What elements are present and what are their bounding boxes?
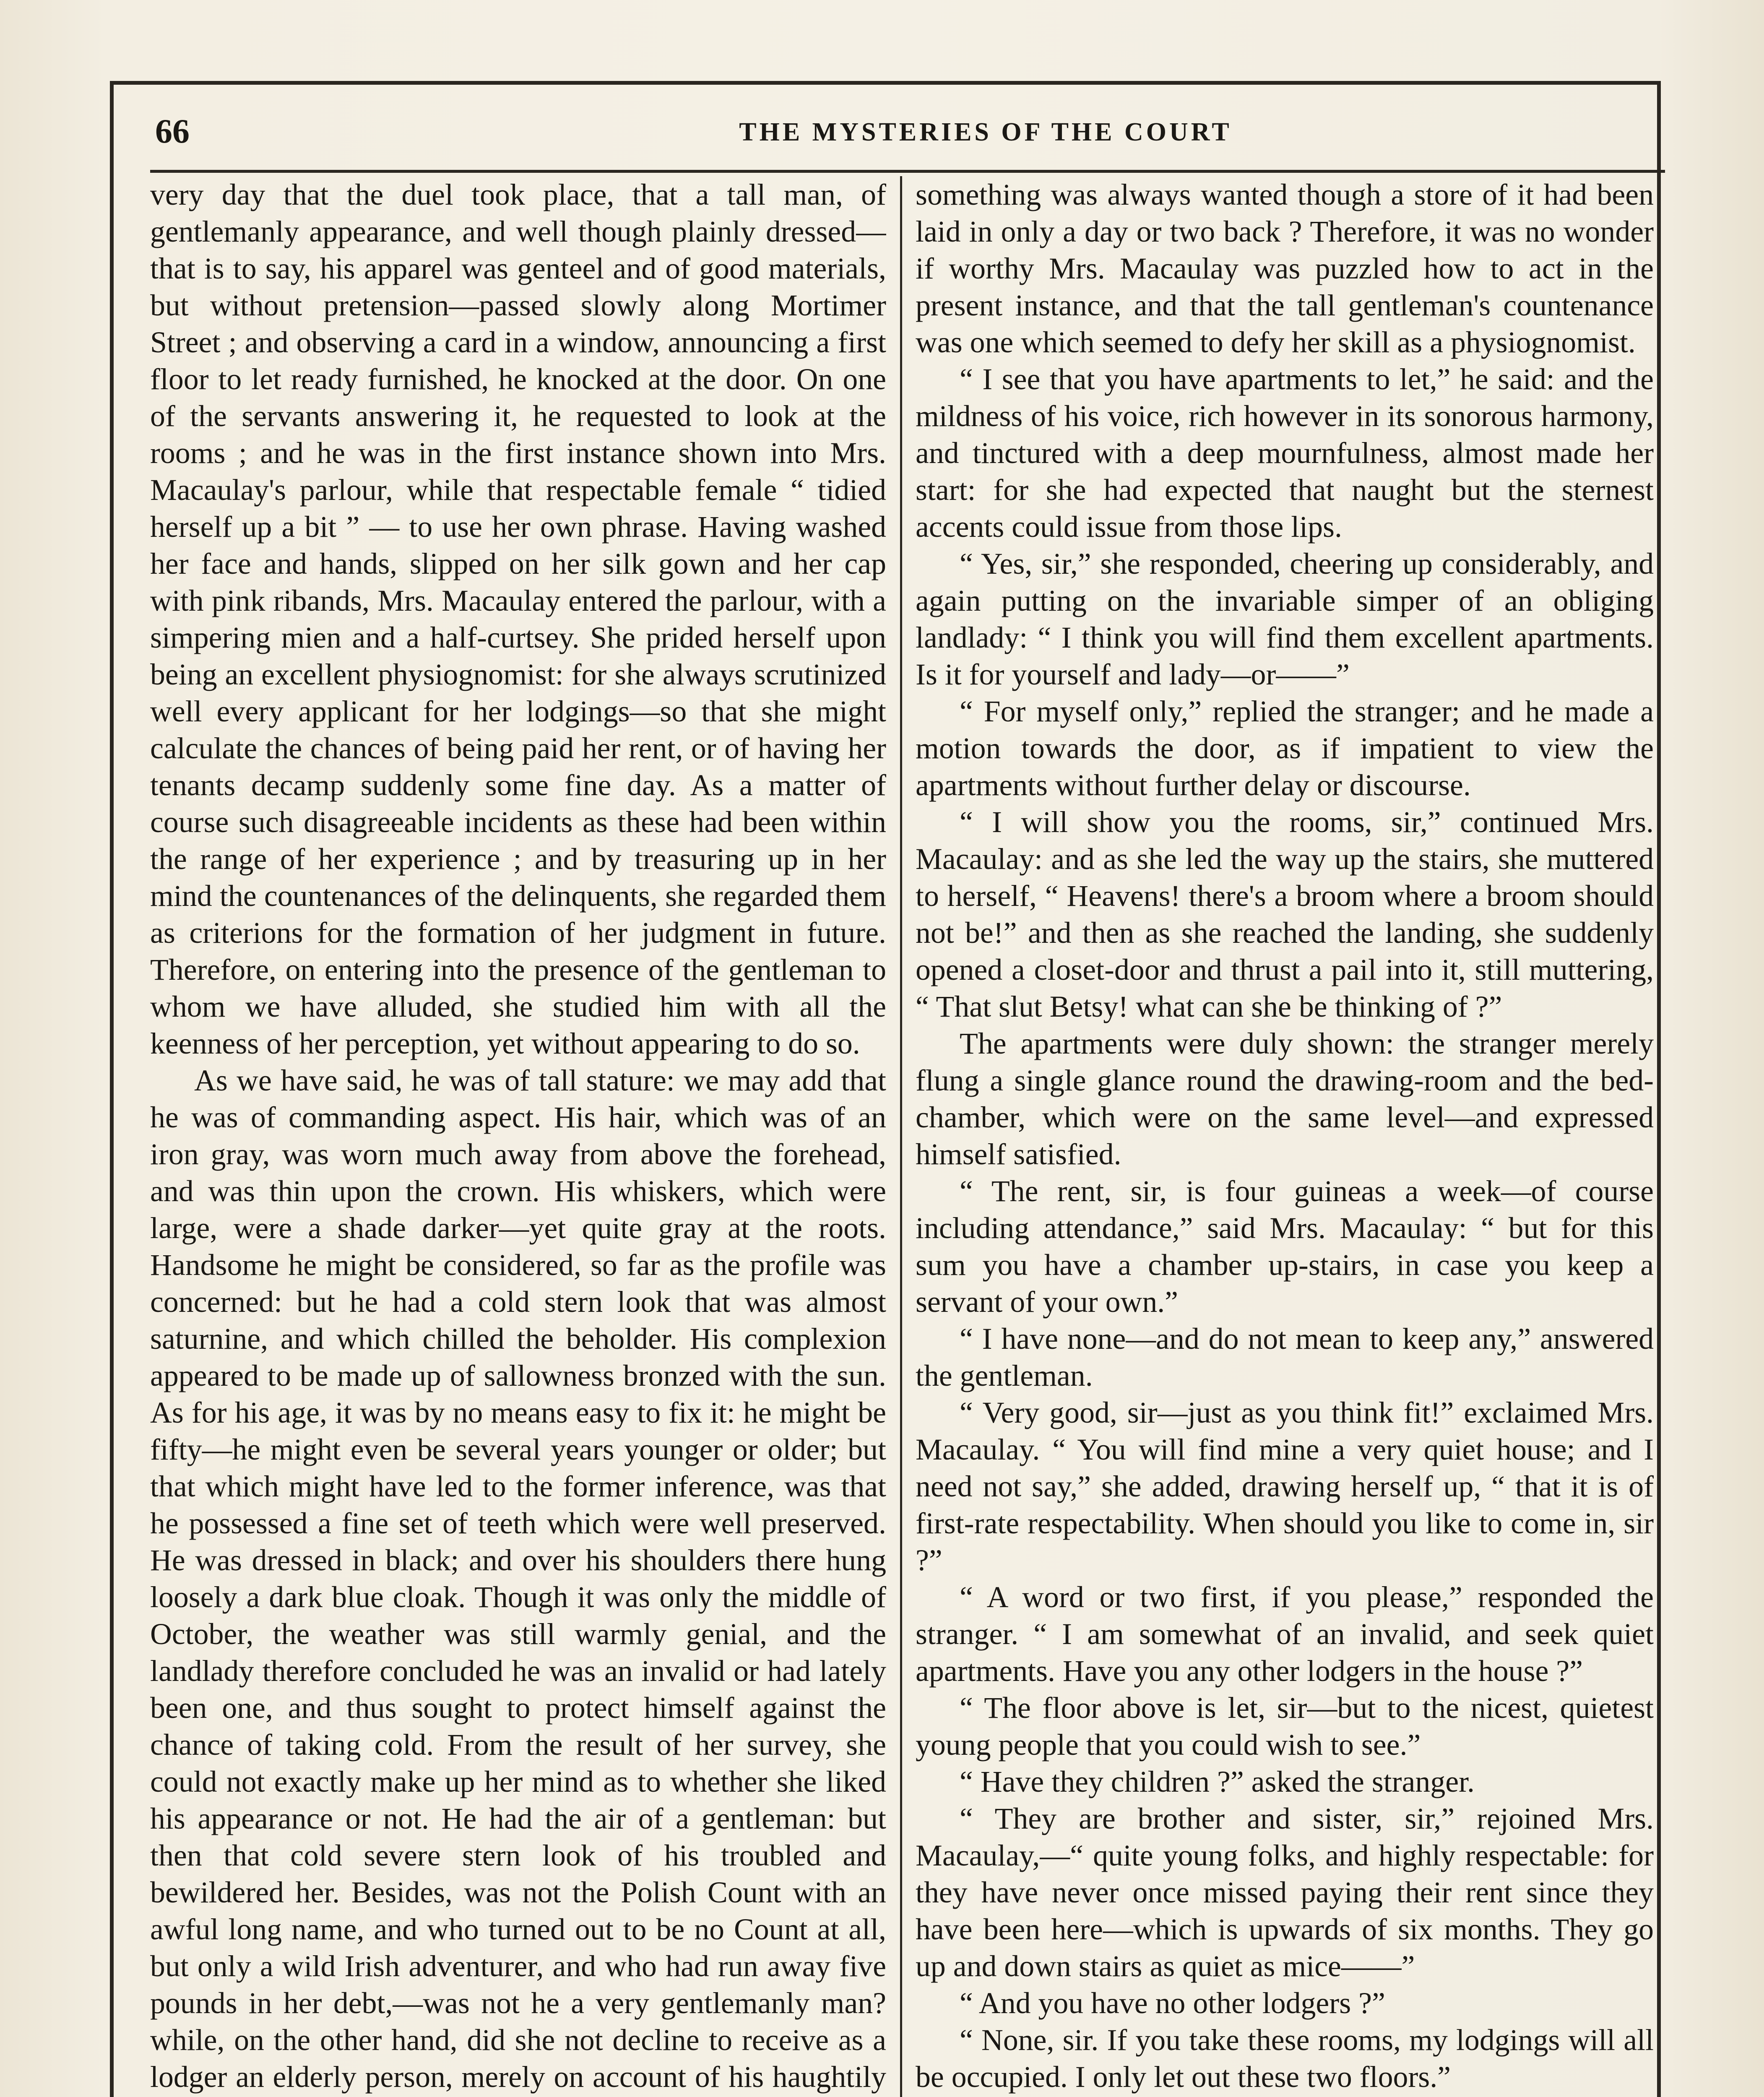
page-number: 66 [155,112,190,150]
paragraph: “ I have none—and do not mean to keep any,” answered the gentleman. [916,1322,1654,1392]
paragraph: very day that the duel took place, that a tall man, of gentlemanly appearance, and well though plainly dressed—that is to say, his apparel was genteel and of good materials, but without pretension—passed slowly along Mortimer Street ; and observing a card in a window, announcing a first floor to let ready furnished, he knocked at the door. On one of the servants answering it, he requested to look at the rooms ; and he was in the first instance shown into Mrs. Macaulay's parlour, while that respectable female “ tidied herself up a bit ” — to use her own phrase. Having washed her face and hands, slipped on her silk gown and her cap with pink ribands, Mrs. Macaulay entered the parlour, with a simpering mien and a half-curtsey. She prided herself upon being an excellent physiognomist: for she always scrutinized well every applicant for her lodgings—so that she might calculate the chances of being paid her rent, or of having her tenants decamp suddenly some fine day. As a matter of course such disagreeable incidents as these had been within the range of her experience ; and by treasuring up in her mind the countenances of the delinquents, she regarded them as criterions for the formation of her judgment in future. Therefore, on entering into the presence of the gentleman to whom we have alluded, she studied him with all the keenness of her perception, yet without appearing to do so. [150,178,886,1060]
right-column [916,176,1654,2097]
paragraph: “ They are brother and sister, sir,” rejoined Mrs. Macaulay,—“ quite young folks, and highly respectable: for they have never once missed paying their rent since they have been here—which is upwards of six months. They go up and down stairs as quiet as mice——” [916,1802,1654,1983]
left-column [150,176,886,2097]
paragraph: “ Have they children ?” asked the stranger. [960,1765,1475,1798]
paragraph: “ And you have no other lodgers ?” [960,1986,1385,2020]
paragraph: “ None, sir. If you take these rooms, my lodgings will all be occupied. I only let out these two floors.” [916,2023,1654,2094]
paragraph: The apartments were duly shown: the stranger merely flung a single glance round the drawing-room and the bed-chamber, which were on the same level—and expressed himself satisfied. [916,1027,1654,1171]
paragraph: “ I will show you the rooms, sir,” continued Mrs. Macaulay: and as she led the way up the stairs, she muttered to herself, “ Heavens! there's a broom where a broom should not be!” and then as she reached the landing, she suddenly opened a closet-door and thrust a pail into it, still muttering, “ That slut Betsy! what can she be thinking of ?” [916,805,1654,1023]
paragraph: As we have said, he was of tall stature: we may add that he was of commanding aspect. His hair, which was of an iron gray, was worn much away from above the forehead, and was thin upon the crown. His whiskers, which were large, were a shade darker—yet quite gray at the roots. Handsome he might be considered, so far as the profile was concerned: but he had a cold stern look that was almost saturnine, and which chilled the beholder. His complexion appeared to be made up of sallowness bronzed with the sun. As for his age, it was by no means easy to fix it: he might be fifty—he might even be several years younger or older; but that which might have led to the former inference, was that he possessed a fine set of teeth which were well preserved. He was dressed in black; and over his shoulders there hung loosely a dark blue cloak. Though it was only the middle of October, the weather was still warmly genial, and the landlady therefore concluded he was an invalid or had lately been one, and thus sought to protect himself against the chance of taking cold. From the result of her survey, she could not exactly make up her mind as to whether she liked his appearance or not. He had the air of a gentleman: but then that cold severe stern look of his troubled and bewildered her. Besides, was not the Polish Count with an awful long name, and who turned out to be no Count at all, but only a wild Irish adventurer, and who had run away five pounds in her debt,—was not he a very gentlemanly man? while, on the other hand, did she not decline to receive as a lodger an elderly person, merely on account of his haughtily [150,1064,886,2094]
paragraph: something was always wanted though a store of it had been laid in only a day or two back ? Therefore, it was no wonder if worthy Mrs. Macaulay was puzzled how to act in the present instance, and that the tall gentleman's countenance was one which seemed to defy her skill as a physiognomist. [916,178,1654,359]
paragraph: “ The rent, sir, is four guineas a week—of course including attendance,” said Mrs. Macaulay: “ but for this sum you have a chamber up-stairs, in case you keep a servant of your own.” [916,1174,1654,1319]
paragraph: “ A word or two first, if you please,” responded the stranger. “ I am somewhat of an invalid, and seek quiet apartments. Have you any other lodgers in the house ?” [916,1580,1654,1688]
paragraph: “ The floor above is let, sir—but to the nicest, quietest young people that you could wish to see.” [916,1691,1654,1761]
paragraph [916,2095,1654,2097]
running-head: THE MYSTERIES OF THE COURT [739,118,1232,146]
paragraph: “ I see that you have apartments to let,” he said: and the mildness of his voice, rich however in its sonorous harmony, and tinctured with a deep mournfulness, almost made her start: for she had expected that naught but the sternest accents could issue from those lips. [916,362,1654,544]
header-rule [150,170,1665,173]
paragraph: “ Very good, sir—just as you think fit!” exclaimed Mrs. Macaulay. “ You will find mine a very quiet house; and I need not say,” she added, drawing herself up, “ that it is of first-rate respectability. When should you like to come in, sir ?” [916,1396,1654,1577]
column-rule [900,176,902,2097]
paragraph: “ For myself only,” replied the stranger; and he made a motion towards the door, as if impatient to view the apartments without further delay or discourse. [916,695,1654,802]
paragraph: “ Yes, sir,” she responded, cheering up considerably, and again putting on the invariable simper of an obliging landlady: “ I think you will find them excellent apartments. Is it for yourself and lady—or——” [916,547,1654,691]
